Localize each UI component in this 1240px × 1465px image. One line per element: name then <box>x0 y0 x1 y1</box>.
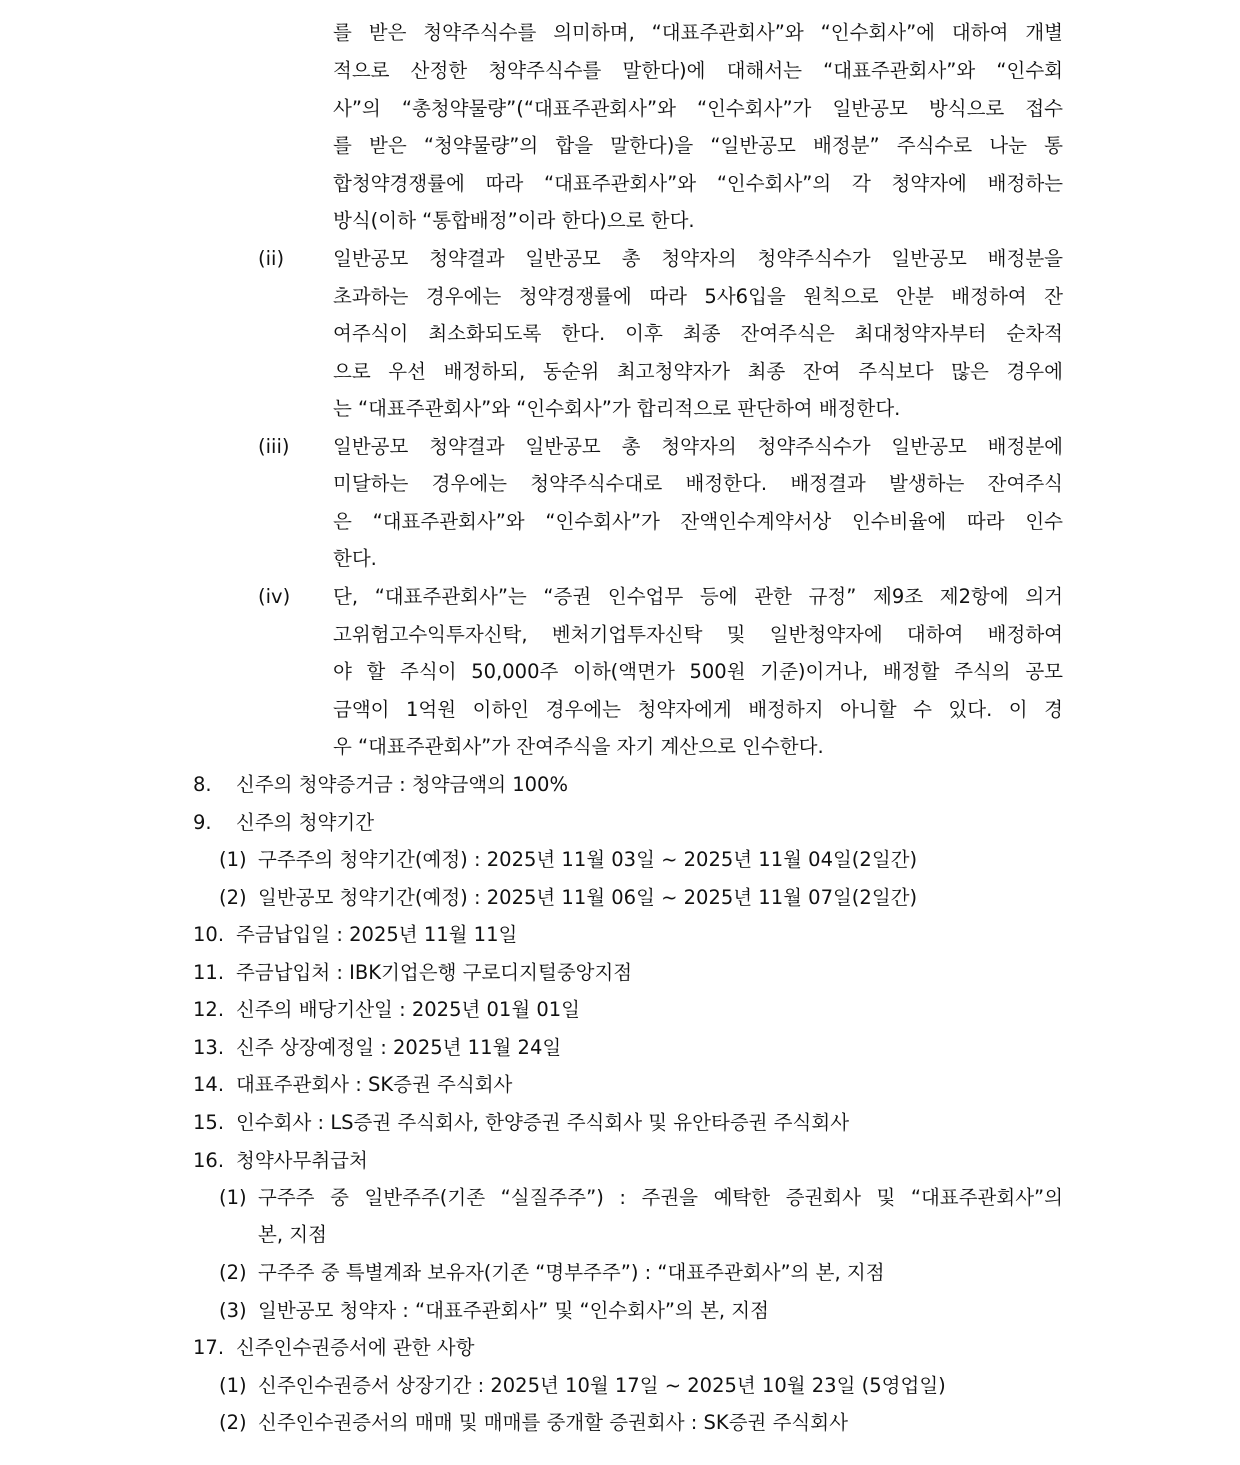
item-number: 16. <box>193 1149 225 1172</box>
item-text: 신주인수권증서의 매매 및 매매를 중개할 증권회사 : SK증권 주식회사 <box>258 1411 848 1434</box>
paragraph-line: 적으로 산정한 청약주식수를 말한다)에 대해서는 “대표주관회사”와 “인수회 <box>333 59 1063 82</box>
sub-item-number: (1) <box>219 848 247 871</box>
paragraph-line: 미달하는 경우에는 청약주식수대로 배정한다. 배정결과 발생하는 잔여주식 <box>333 472 1063 495</box>
paragraph-line: 한다. <box>333 547 377 570</box>
item-number: 12. <box>193 998 225 1021</box>
item-text: 구주주 중 일반주주(기존 “실질주주”) : 주권을 예탁한 증권회사 및 “대표주관회사”의 <box>258 1186 1063 1209</box>
item-text: 신주인수권증서 상장기간 : 2025년 10월 17일 ~ 2025년 10월 23일 (5영업일) <box>258 1374 946 1397</box>
paragraph-line: 초과하는 경우에는 청약경쟁률에 따라 5사6입을 원칙으로 안분 배정하여 잔 <box>333 285 1063 308</box>
sub-item-number: (2) <box>219 886 247 909</box>
item-text: 구주주 중 특별계좌 보유자(기존 “명부주주”) : “대표주관회사”의 본, 지점 <box>258 1261 885 1284</box>
paragraph-line: 를 받은 청약주식수를 의미하며, “대표주관회사”와 “인수회사”에 대하여 개별 <box>333 21 1063 44</box>
item-number: 11. <box>193 961 225 984</box>
item-number: 17. <box>193 1336 225 1359</box>
item-text: 인수회사 : LS증권 주식회사, 한양증권 주식회사 및 유안타증권 주식회사 <box>236 1111 850 1134</box>
paragraph-line: 합청약경쟁률에 따라 “대표주관회사”와 “인수회사”의 각 청약자에 배정하는 <box>333 172 1063 195</box>
item-text: 주금납입일 : 2025년 11월 11일 <box>236 923 518 946</box>
item-number: 13. <box>193 1036 225 1059</box>
item-text: 청약사무취급처 <box>236 1149 368 1172</box>
item-number: 10. <box>193 923 225 946</box>
paragraph-line: 우 “대표주관회사”가 잔여주식을 자기 계산으로 인수한다. <box>333 735 824 758</box>
sub-item-number: (2) <box>219 1261 247 1284</box>
paragraph-line: 여주식이 최소화되도록 한다. 이후 최종 잔여주식은 최대청약자부터 순차적 <box>333 322 1063 345</box>
item-text: 일반공모 청약자 : “대표주관회사” 및 “인수회사”의 본, 지점 <box>258 1299 769 1322</box>
item-text: 대표주관회사 : SK증권 주식회사 <box>236 1073 513 1096</box>
item-text: 신주의 청약기간 <box>236 811 375 834</box>
item-number: 15. <box>193 1111 225 1134</box>
item-text: 일반공모 청약기간(예정) : 2025년 11월 06일 ~ 2025년 11월 07일(2일간) <box>258 886 918 909</box>
sub-item-marker: (ii) <box>258 247 285 270</box>
paragraph-line: 사”의 “총청약물량”(“대표주관회사”와 “인수회사”가 일반공모 방식으로 접수 <box>333 97 1063 120</box>
item-text: 신주인수권증서에 관한 사항 <box>236 1336 475 1359</box>
item-text: 주금납입처 : IBK기업은행 구로디지털중앙지점 <box>236 961 633 984</box>
sub-item-number: (3) <box>219 1299 247 1322</box>
paragraph-line: 금액이 1억원 이하인 경우에는 청약자에게 배정하지 아니할 수 있다. 이 경 <box>333 698 1063 721</box>
item-number: 14. <box>193 1073 225 1096</box>
paragraph-line: 은 “대표주관회사”와 “인수회사”가 잔액인수계약서상 인수비율에 따라 인수 <box>333 510 1063 533</box>
sub-item-marker: (iii) <box>258 435 290 458</box>
item-number: 9. <box>193 811 212 834</box>
item-text: 본, 지점 <box>258 1223 327 1246</box>
paragraph-line: 단, “대표주관회사”는 “증권 인수업무 등에 관한 규정” 제9조 제2항에 의거 <box>333 585 1063 608</box>
item-text: 구주주의 청약기간(예정) : 2025년 11월 03일 ~ 2025년 11월 04일(2일간) <box>258 848 918 871</box>
paragraph-line: 를 받은 “청약물량”의 합을 말한다)을 “일반공모 배정분” 주식수로 나눈 통 <box>333 134 1063 157</box>
item-text: 신주 상장예정일 : 2025년 11월 24일 <box>236 1036 562 1059</box>
item-text: 신주의 청약증거금 : 청약금액의 100% <box>236 773 568 796</box>
paragraph-line: 일반공모 청약결과 일반공모 총 청약자의 청약주식수가 일반공모 배정분을 <box>333 247 1063 270</box>
sub-item-number: (1) <box>219 1186 247 1209</box>
item-text: 신주의 배당기산일 : 2025년 01월 01일 <box>236 998 581 1021</box>
sub-item-marker: (iv) <box>258 585 291 608</box>
item-number: 8. <box>193 773 212 796</box>
paragraph-line: 는 “대표주관회사”와 “인수회사”가 합리적으로 판단하여 배정한다. <box>333 397 901 420</box>
paragraph-line: 일반공모 청약결과 일반공모 총 청약자의 청약주식수가 일반공모 배정분에 <box>333 435 1063 458</box>
paragraph-line: 야 할 주식이 50,000주 이하(액면가 500원 기준)이거나, 배정할 주식의 공모 <box>333 660 1063 683</box>
sub-item-number: (1) <box>219 1374 247 1397</box>
paragraph-line: 고위험고수익투자신탁, 벤처기업투자신탁 및 일반청약자에 대하여 배정하여 <box>333 623 1063 646</box>
paragraph-line: 으로 우선 배정하되, 동순위 최고청약자가 최종 잔여 주식보다 많은 경우에 <box>333 360 1063 383</box>
sub-item-number: (2) <box>219 1411 247 1434</box>
paragraph-line: 방식(이하 “통합배정”이라 한다)으로 한다. <box>333 209 695 232</box>
